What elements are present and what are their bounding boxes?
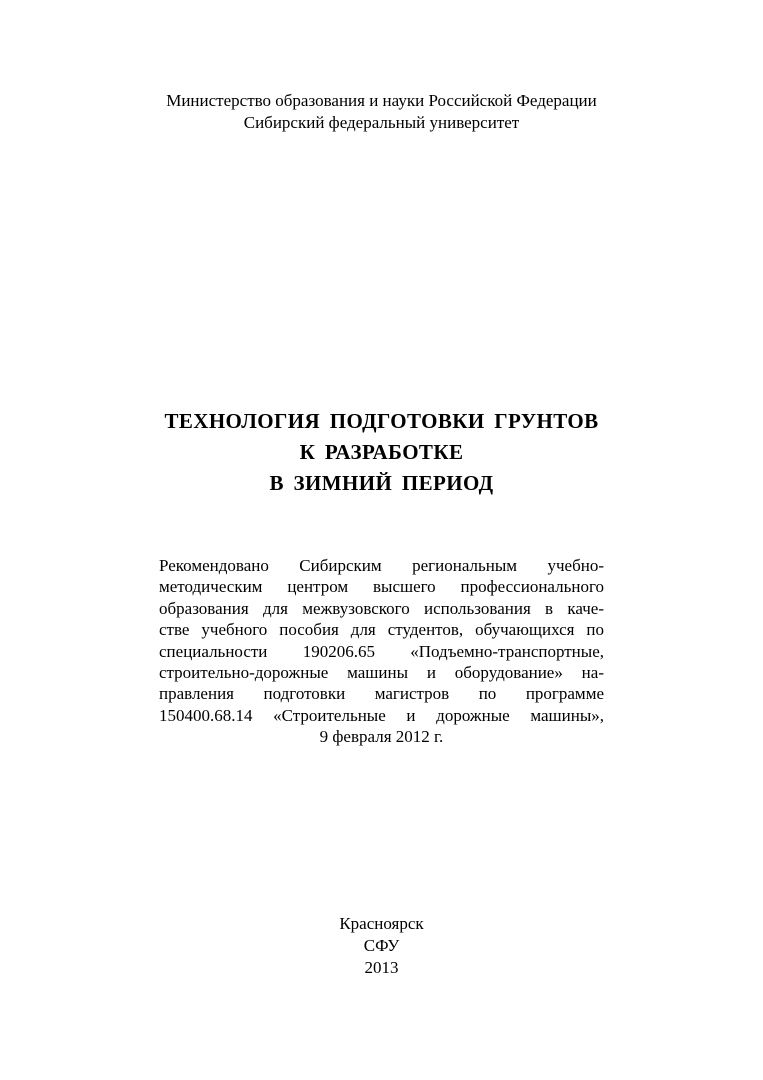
- title-line-3: В ЗИМНИЙ ПЕРИОД: [269, 471, 494, 495]
- recommendation-line-5: специальности 190206.65 «Подъемно-транспортные,: [159, 641, 604, 661]
- ministry-name: Министерство образования и науки Российской Федерации: [166, 91, 597, 110]
- recommendation-line-2: методическим центром высшего профессионального: [159, 577, 604, 597]
- book-title: [0, 406, 763, 499]
- recommendation-line-6: строительно-дорожные машины и оборудование» на-: [159, 663, 604, 683]
- imprint-year: 2013: [364, 958, 399, 977]
- recommendation-block: [159, 555, 604, 748]
- recommendation-line-1: Рекомендовано Сибирским региональным учебно-: [159, 556, 604, 575]
- university-name: Сибирский федеральный университет: [243, 113, 520, 132]
- title-line-2: К РАЗРАБОТКЕ: [299, 440, 464, 464]
- recommendation-line-8: 150400.68.14 «Строительные и дорожные машины»,: [159, 705, 604, 725]
- recommendation-line-7: правления подготовки магистров по программе: [159, 684, 604, 704]
- title-line-1: ТЕХНОЛОГИЯ ПОДГОТОВКИ ГРУНТОВ: [164, 409, 599, 433]
- recommendation-line-3: образования для межвузовского использования в каче-: [159, 598, 604, 618]
- recommendation-line-4: стве учебного пособия для студентов, обучающихся по: [159, 620, 604, 640]
- imprint: [0, 913, 763, 979]
- recommendation-date: 9 февраля 2012 г.: [319, 727, 444, 747]
- imprint-city: Красноярск: [339, 914, 424, 933]
- page-header: [0, 90, 763, 134]
- imprint-publisher: СФУ: [363, 936, 400, 955]
